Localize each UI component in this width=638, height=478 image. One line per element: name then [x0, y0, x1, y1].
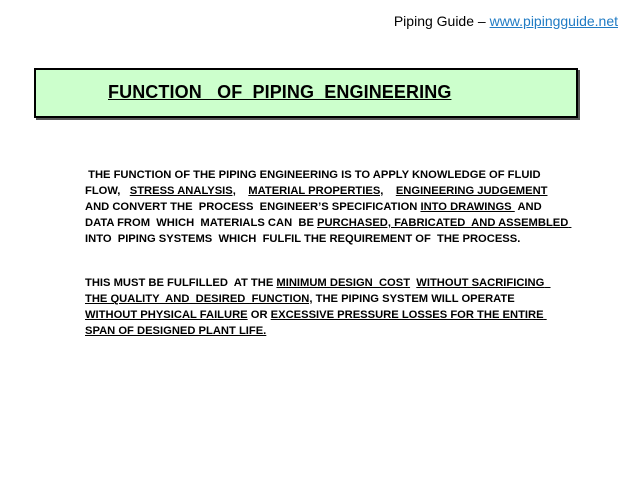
paragraph-segment: OR: [247, 309, 271, 321]
paragraph-segment: [236, 185, 248, 197]
paragraph-segment: AND CONVERT THE PROCESS ENGINEER’S SPECIFICATION: [85, 185, 551, 213]
paragraph-requirement: [85, 275, 570, 339]
underlined-phrase: MATERIAL PROPERTIES,: [248, 185, 384, 197]
underlined-phrase: EXCESSIVE PRESSURE LOSSES FOR THE ENTIRE SPAN OF DESIGNED PLANT LIFE.: [85, 309, 547, 337]
underlined-phrase: INTO DRAWINGS: [420, 201, 515, 213]
paragraph-function: [85, 167, 575, 247]
source-label: Piping Guide –: [393, 13, 490, 29]
paragraph-segment: [383, 185, 395, 197]
underlined-phrase: WITHOUT SACRIFICING THE QUALITY AND DESIRED FUNCTION,: [85, 277, 551, 305]
source-link[interactable]: www.pipingguide.net: [489, 13, 618, 29]
underlined-phrase: STRESS ANALYSIS,: [129, 185, 236, 197]
paragraph-segment: THE FUNCTION OF THE PIPING ENGINEERING IS TO APPLY KNOWLEDGE OF FLUID FLOW,: [85, 169, 544, 197]
paragraph-segment: THE PIPING SYSTEM WILL OPERATE: [312, 293, 518, 305]
paragraph-segment: AND DATA FROM WHICH MATERIALS CAN BE: [85, 201, 548, 229]
underlined-phrase: MINIMUM DESIGN COST: [276, 277, 411, 289]
source-header: [394, 13, 618, 29]
underlined-phrase: PURCHASED, FABRICATED AND ASSEMBLED: [317, 217, 572, 229]
slide-title: FUNCTION OF PIPING ENGINEERING: [108, 82, 452, 102]
paragraph-segment: THIS MUST BE FULFILLED AT THE: [85, 277, 277, 289]
paragraph-segment: INTO PIPING SYSTEMS WHICH FULFIL THE REQUIREMENT OF THE PROCESS.: [85, 217, 575, 245]
title-box: [34, 68, 578, 118]
underlined-phrase: WITHOUT PHYSICAL FAILURE: [85, 309, 248, 321]
underlined-phrase: ENGINEERING JUDGEMENT: [395, 185, 548, 197]
